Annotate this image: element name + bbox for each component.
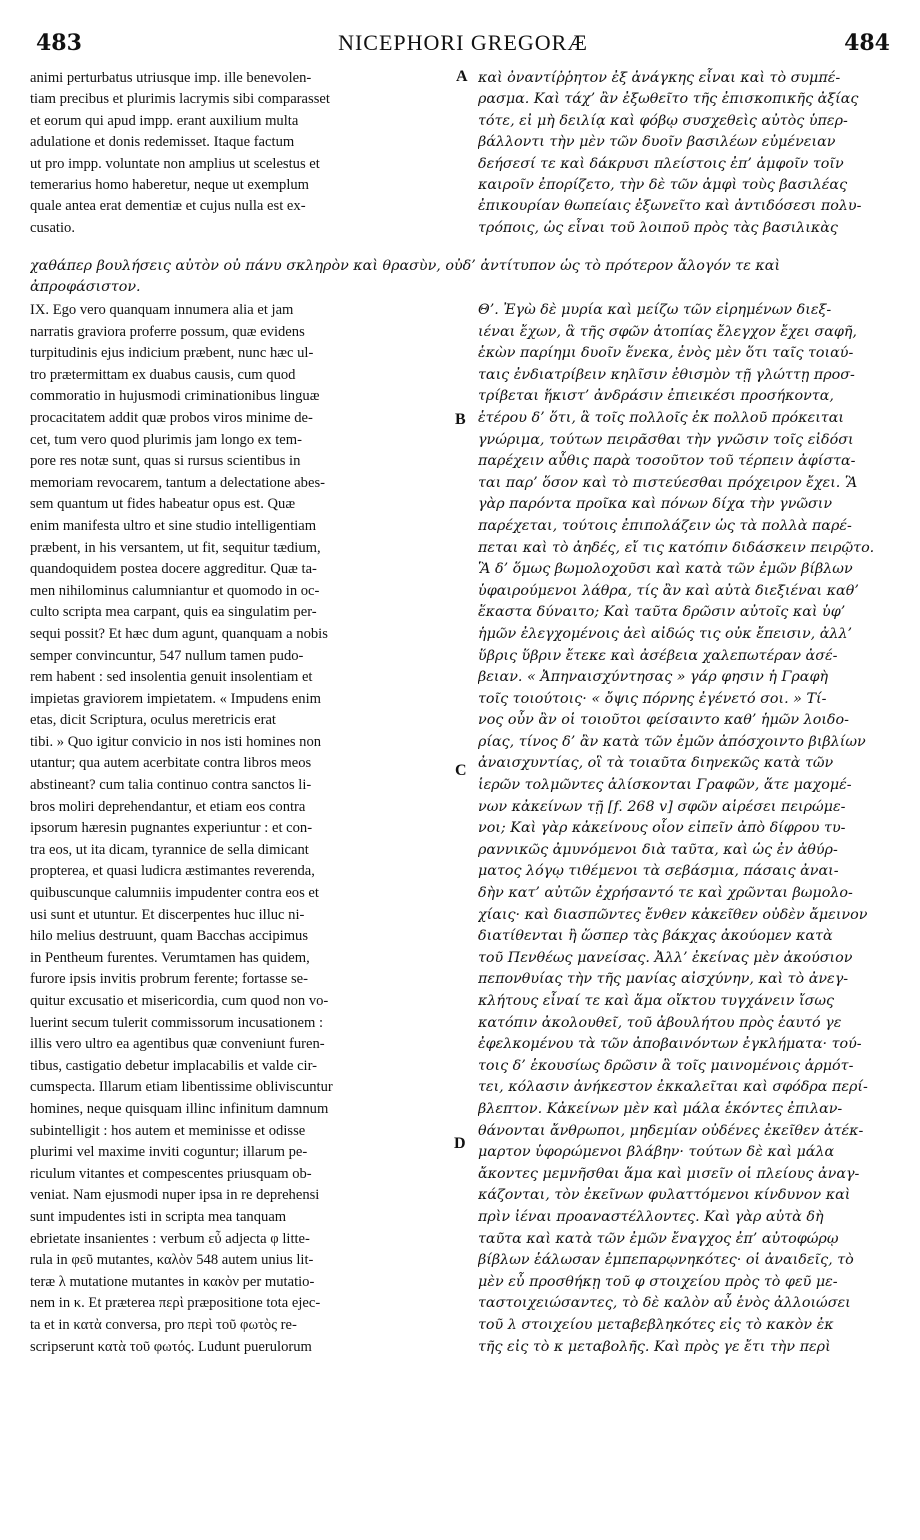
text-line: ιέναι ἔχων, ἃ τῆς σφῶν ἀτοπίας ἔλεγχον ἔχει σαφῆ,	[478, 323, 857, 340]
text-line: βλεπτον. Κἀκείνων μὲν καὶ μάλα ἑκόντες ἐπιλαν-	[478, 1100, 843, 1117]
text-line: ματος λόγῳ τιθέμενοι τὰ σεβάσμια, πάσαις ἀναι-	[478, 863, 839, 880]
text-line: πεπονθυίας τὴν τῆς μανίας αἰσχύνην, καὶ τὸ ἀνεγ-	[478, 971, 849, 988]
text-line: quibuscunque calumniis impudenter contra eos et	[30, 885, 319, 902]
section-marker-a: A	[456, 68, 468, 85]
text-line: νων κἀκείνων τῇ [f. 268 v] σφῶν αἱρέσει πειρώμε-	[478, 798, 846, 815]
text-line: illis vero ultro ea agentibus quæ conveniunt furen-	[30, 1036, 325, 1053]
text-line: κατόπιν ἀκολουθεῖ, τοῦ ἀβουλήτου πρὸς ἑαυτό γε	[478, 1014, 842, 1031]
text-line: τρόποις, ὡς εἶναι τοῦ λοιποῦ πρὸς τὰς βασιλικὰς	[478, 219, 838, 236]
text-line: πρὶν ἰέναι προαναστέλλοντες. Καὶ γὰρ αὐτὰ δὴ	[478, 1208, 824, 1225]
text-line: ἐπικουρίαν θωπείαις ἐξωνεῖτο καὶ ἀντιδόσεσι πολυ-	[478, 198, 862, 215]
text-line: ται παρ’ ὅσον καὶ τὸ πιστεύεσθαι πρόχειρον ἔχει. Ἃ	[478, 474, 858, 491]
greek-column-top	[478, 68, 890, 239]
text-line: usi sunt et utuntur. Et discerpentes huc illuc ni-	[30, 906, 305, 923]
text-line: impietas graviorem impietatem. « Impudens enim	[30, 690, 321, 707]
text-line: γνώριμα, τούτων πειρᾶσθαι τὴν γνῶσιν τοῖς εἰδόσι	[478, 431, 854, 448]
text-line: μὲν εὖ προσθήκῃ τοῦ φ στοιχείου πρὸς τὸ φεῦ με-	[478, 1273, 838, 1290]
text-line: teræ λ mutatione mutantes in κακὸν per mutatio-	[30, 1273, 315, 1290]
text-line: memoriam revocarem, tantum a delectatione abes-	[30, 474, 325, 491]
text-line: adulatione et donis redemisset. Itaque factum	[30, 134, 295, 151]
page-number-right: 484	[844, 30, 890, 56]
text-line: ὑφαιρούμενοι λάθρα, τίς ἂν καὶ αὐτὰ διεξιέναι καθ’	[478, 582, 859, 599]
text-line: procacitatem addit quæ probos viros minime de-	[30, 409, 313, 426]
text-line: δεήσεσί τε καὶ δάκρυσι πλείστοις ἐπ’ ἀμφοῖν τοῖν	[478, 155, 844, 172]
text-line: culto scripta mea carpant, quis ea singulatim per-	[30, 604, 317, 621]
text-line: semper convincuntur, 547 nullum tamen pudo-	[30, 647, 304, 664]
text-line: ipsorum hæresin pugnantes experiuntur : et con-	[30, 820, 313, 837]
text-line: τότε, εἰ μὴ δειλίᾳ καὶ φόβῳ συσχεθεὶς αὐτὸς ὑπερ-	[478, 112, 848, 129]
running-title: NICEPHORI GREGORÆ	[338, 30, 588, 55]
text-line: χίαις· καὶ διασπῶντες ἔνθεν κἀκεῖθεν οὐδὲν ἄμεινον	[478, 906, 868, 923]
text-line: præbent, in his versantem, ut fit, sequitur tædium,	[30, 539, 321, 556]
text-line: pore res notæ sunt, quas si rursus scientibus in	[30, 453, 301, 470]
latin-column-top	[30, 68, 450, 239]
text-line: βάλλοντι τὴν μὲν τῶν δυοῖν βασιλέων εὐμένειαν	[478, 134, 836, 151]
text-line: ἐφελκομένου τὰ τῶν ἀποβαινόντων ἐγκλήματα· τού-	[478, 1036, 862, 1053]
text-line: tibus, castigatio debetur implacabilis et valde cir-	[30, 1057, 318, 1074]
text-line: ἑτέρου δ’ ὅτι, ἃ τοῖς πολλοῖς ἐκ πολλοῦ πρόκειται	[478, 409, 844, 426]
text-line: enim manifesta ultro et sine studio intelligentiam	[30, 517, 317, 534]
text-line: bros moliri deprehendantur, et etiam eos contra	[30, 798, 306, 815]
text-line: rem habent : sed insolentia genuit insolentiam et	[30, 669, 313, 686]
text-line: hilo melius destruunt, quam Bacchas accipimus	[30, 928, 309, 945]
text-line: τοῦ Πενθέως μανείσας. Ἀλλ’ ἐκείνας μὲν ἀκούσιον	[478, 949, 853, 966]
text-line: plurimi vel maxime inviti coguntur; illarum pe-	[30, 1144, 308, 1161]
text-line: etas, dicit Scriptura, oculus meretricis erat	[30, 712, 276, 729]
page-number-left: 483	[36, 30, 82, 56]
text-line: καιροῖν ἐπορίζετο, τὴν δὲ τῶν ἀμφὶ τοὺς βασιλέας	[478, 177, 848, 194]
text-line: θάνονται ἄνθρωποι, μηδεμίαν οὐδένες ἐκεῖθεν ἀτέκ-	[478, 1122, 864, 1139]
text-line: tro prætermittam ex duabus causis, cum quod	[30, 366, 296, 383]
text-line: διατίθενται ἢ ὥσπερ τὰς βάκχας ἀκούομεν κατὰ	[478, 928, 833, 945]
text-line: scripserunt κατὰ τοῦ φωτός. Ludunt puerulorum	[30, 1338, 312, 1355]
text-line: rula in φεῦ mutantes, καλὸν 548 autem unius lit-	[30, 1252, 314, 1269]
text-line: ἄκοντες μεμνῆσθαι ἅμα καὶ μισεῖν οἱ πλείους ἀναγ-	[478, 1165, 860, 1182]
text-line: animi perturbatus utriusque imp. ille benevolen-	[30, 70, 312, 86]
text-line: ebrietate insanientes : verbum εὖ adjecta φ litte-	[30, 1230, 310, 1247]
text-line: ταις ἐνδιατρίβειν κηλῖσιν ἐθισμὸν τῇ γλώττῃ προσ-	[478, 366, 855, 383]
text-line: δὴν κατ’ αὐτῶν ἐχρήσαντό τε καὶ χρῶνται βωμολο-	[478, 885, 853, 902]
text-line: τῆς εἰς τὸ κ μεταβολῆς. Καὶ πρὸς γε ἔτι τὴν περὶ	[478, 1338, 831, 1355]
text-line: cumspecta. Illarum etiam libentissime obliviscuntur	[30, 1079, 333, 1096]
text-line: men nihilominus calumniantur et quomodo in oc-	[30, 582, 320, 599]
text-line: βίβλων ἑάλωσαν ἐμπεπαρῳνηκότες· οἱ ἀναιδεῖς, τὸ	[478, 1252, 854, 1269]
text-line: ρασμα. Καὶ τάχ’ ἂν ἐξωθεῖτο τῆς ἐπισκοπικῆς ἀξίας	[478, 91, 859, 108]
text-line: propterea, et quasi ludicra æstimantes reverenda,	[30, 863, 315, 880]
greek-spanning-lines	[30, 256, 890, 299]
text-line: βειαν. « Ἀπηναισχύντησας » γάρ φησιν ἡ Γραφὴ	[478, 669, 829, 686]
text-line: Ἃ δ’ ὅμως βωμολοχοῦσι καὶ κατὰ τῶν ἐμῶν βίβλων	[478, 561, 853, 578]
text-line: nem in κ. Et præterea περὶ præpositione tota ejec-	[30, 1295, 321, 1312]
text-line: quandoquidem postea docere aggreditur. Quæ ta-	[30, 561, 317, 578]
text-line: Θ’. Ἐγὼ δὲ μυρία καὶ μείζω τῶν εἰρημένων διεξ-	[478, 302, 832, 318]
text-line: ἡμῶν ἐλεγχομένοις ἀεὶ αἰδώς τις οὐκ ἔπεισιν, ἀλλ’	[478, 625, 853, 642]
text-line: ρίας, τίνος δ’ ἂν κατὰ τῶν ἐμῶν ἀπόσχοιντο βιβλίων	[478, 733, 866, 750]
text-line: et eorum qui apud impp. erant auxilium multa	[30, 112, 299, 129]
text-line: ραννικῶς ἀμυνόμενοι διὰ ταῦτα, καὶ ὡς ἐν ἀθύρ-	[478, 841, 838, 858]
text-line: homines, neque quisquam illinc infinitum damnum	[30, 1100, 329, 1117]
text-line: ἕκαστα δύναιτο; Καὶ ταῦτα δρῶσιν αὐτοῖς καὶ ὑφ’	[478, 604, 846, 621]
text-line: temerarius homo haberetur, neque ut exemplum	[30, 177, 310, 194]
text-line: sem quantum ut fides habeatur opus est. Quæ	[30, 496, 296, 513]
text-line: ταῦτα καὶ κατὰ τῶν ἐμῶν ἔναγχος ἐπ’ αὐτοφώρῳ	[478, 1230, 839, 1247]
section-marker-c: C	[455, 762, 467, 779]
text-line: utantur; qua autem acerbitate contra libros meos	[30, 755, 312, 772]
text-line: κάζονται, τὸν ἐκεῖνων φυλαττόμενοι κίνδυνον καὶ	[478, 1187, 851, 1204]
text-line: quale antea erat dementiæ et cujus nulla est ex-	[30, 198, 306, 215]
text-line: ut pro impp. voluntate non amplius ut scelestus et	[30, 155, 320, 172]
text-line: quitur excusatio et misericordia, cum quod non vo-	[30, 993, 329, 1009]
text-line: ταστοιχειώσαντες, τὸ δὲ καλὸν αὖ ἑνὸς ἀλλοιώσει	[478, 1295, 851, 1312]
text-line: μαρτον ὑφορώμενοι βλάβην· τούτων δὲ καὶ μάλα	[478, 1144, 835, 1161]
text-line: ta et in κατὰ conversa, pro περὶ τοῦ φωτὸς re-	[30, 1316, 297, 1333]
text-line: sequi possit? Et hæc dum agunt, quanquam a nobis	[30, 625, 328, 642]
text-line: πεται καὶ τὸ ἀηδές, εἴ τις κατόπιν διδάσκειν πειρῷτο.	[478, 539, 875, 556]
text-line: παρέχειν αὖθις παρὰ τοσοῦτον τοῦ τέρπειν ἀφίστα-	[478, 453, 856, 470]
text-line: in Pentheum furentes. Verumtamen has quidem,	[30, 949, 310, 966]
text-line: νος οὖν ἂν οἱ τοιοῦτοι φείσαιντο καθ’ ἡμῶν λοιδο-	[478, 712, 849, 729]
text-line: sunt impudentes isti in scripta mea tanquam	[30, 1208, 287, 1225]
text-line: τοις δ’ ἑκουσίως δρῶσιν ἃ τοῖς μαινομένοις ἁρμότ-	[478, 1057, 854, 1074]
text-line: ἀναισχυντίας, οἳ τὰ τοιαῦτα διηνεκῶς κατὰ τῶν	[478, 755, 834, 772]
text-line: cet, tum vero quod plurimis jam longo ex tem-	[30, 431, 302, 448]
text-line: subintelligit : hos autem et meminisse et odisse	[30, 1122, 306, 1139]
text-line: ἱερῶν τολμῶντες ἁλίσκονται Γραφῶν, ἅτε μαχομέ-	[478, 777, 852, 794]
text-line: tiam precibus et plurimis lacrymis sibi comparasset	[30, 91, 330, 108]
text-line: tra eos, ut ita dicam, tyrannice de sella dimicant	[30, 841, 309, 858]
text-line: IX. Ego vero quanquam innumera alia et jam	[30, 302, 294, 318]
text-line: commoratio in hujusmodi criminationibus linguæ	[30, 388, 320, 405]
text-line: τρίβεται ἥκιστ’ ἀνδράσιν ἐπιεικέσι προσήκοντα,	[478, 388, 834, 405]
text-line: τοῖς τοιούτοις· « ὄψις πόρνης ἐγένετό σοι. » Τί-	[478, 690, 827, 707]
text-line: furore ipsis invitis probrum ferente; fortasse se-	[30, 971, 309, 988]
greek-column-main	[478, 300, 890, 1358]
text-line: γὰρ παρόντα προῖκα καὶ πόνων δίχα τὴν γνῶσιν	[478, 496, 833, 513]
text-line: ἀπροφάσιστον.	[30, 279, 141, 296]
text-line: καὶ ὀναντίῤῥητον ἐξ ἀνάγκης εἶναι καὶ τὸ συμπέ-	[478, 70, 841, 86]
text-line: ὕβρις ὕβριν ἔτεκε καὶ ἀσέβεια χαλεπωτέραν ἀσέ-	[478, 647, 838, 664]
section-marker-b: B	[455, 411, 466, 428]
text-line: riculum vitantes et compescentes priusquam ob-	[30, 1165, 312, 1182]
text-line: παρέχεται, τούτοις ἐπιπολάζειν ὡς τὰ πολλὰ παρέ-	[478, 517, 852, 534]
text-line: τοῦ λ στοιχείου μεταβεβληκότες εἰς τὸ κακὸν ἐκ	[478, 1316, 834, 1333]
running-header	[28, 30, 898, 64]
section-marker-d: D	[454, 1135, 466, 1152]
text-line: κλήτους εἶναί τε καὶ ἅμα οἴκτου τυγχάνειν ἴσως	[478, 993, 835, 1009]
text-line: χαθάπερ βουλήσεις αὐτὸν οὐ πάνυ σκληρὸν καὶ θρασὺν, οὐδ’ ἀντίτυπον ὡς τὸ πρότερον ἄλογόν τε καὶ	[30, 258, 781, 274]
text-line: luerint secum tulerit commissorum incusationem :	[30, 1014, 324, 1031]
text-line: νοι; Καὶ γὰρ κἀκείνους οἷον εἰπεῖν ἀπὸ δίφρου τυ-	[478, 820, 846, 837]
text-line: narratis graviora proferre possum, quæ evidens	[30, 323, 305, 340]
text-line: veniat. Nam ejusmodi nuper ipsa in re deprehensi	[30, 1187, 320, 1204]
latin-column-main	[30, 300, 450, 1358]
text-line: turpitudinis ejus indicium præbent, nunc hæc ul-	[30, 345, 314, 362]
text-line: abstineant? cum talia continuo contra sanctos li-	[30, 777, 312, 794]
text-line: ἑκὼν παρίημι δυοῖν ἕνεκα, ἑνὸς μὲν ὅτι ταῖς τοιαύ-	[478, 345, 854, 362]
text-line: τει, κόλασιν ἀνήκεστον ἐκκαλεῖται καὶ σφόδρα περί-	[478, 1079, 868, 1096]
text-line: tibi. » Quo igitur convicio in nos isti homines non	[30, 733, 322, 750]
text-line: cusatio.	[30, 219, 75, 236]
